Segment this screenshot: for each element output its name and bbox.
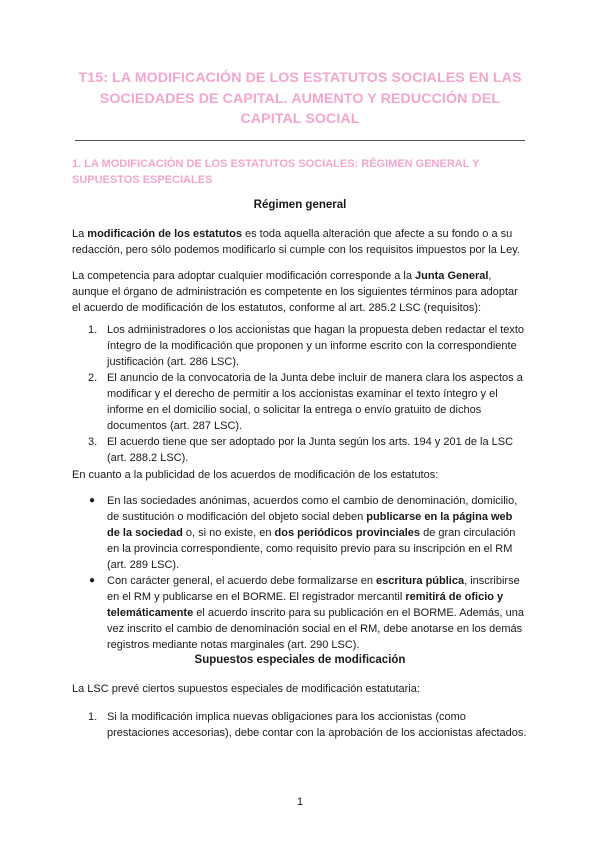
bullet-icon: ● [89, 575, 96, 586]
document-title: T15: LA MODIFICACIÓN DE LOS ESTATUTOS SOCIALES EN LAS SOCIEDADES DE CAPITAL. AUMENTO Y REDUCCIÓN DEL CAPITAL SOCIAL [78, 70, 522, 127]
list-item: 1. Los administradores o los accionistas que hagan la propuesta deben redactar el texto íntegro de la modificación que proponen y un informe escrito con la correspondiente justificación (art. 286 LSC). [88, 324, 525, 368]
bullet-icon: ● [89, 495, 96, 506]
subheading-regimen-general: Régimen general [253, 199, 347, 211]
paragraph-publicidad: En cuanto a la publicidad de los acuerdos de modificación de los estatutos: [72, 469, 439, 481]
paragraph-supuestos: La LSC prevé ciertos supuestos especiales de modificación estatutaria: [72, 683, 420, 695]
list-item: 1. Si la modificación implica nuevas obligaciones para los accionistas (como prestaciones accesorias), debe contar con la aprobación de los accionistas afectados. [88, 711, 527, 739]
list-item: 2. El anuncio de la convocatoria de la Junta debe incluir de manera clara los aspectos a modificar y el derecho de permitir a los accionistas examinar el texto íntegro y el informe en el domicilio social, o solicitar la entrega o envío gratuito de dichos documentos (art. 287 LSC). [88, 372, 523, 432]
list-item: 3. El acuerdo tiene que ser adoptado por la Junta según los arts. 194 y 201 de la LSC (art. 288.2 LSC). [88, 436, 514, 464]
paragraph-definition: La modificación de los estatutos es toda aquella alteración que afecte a su fondo o a su redacción, pero sólo podemos modificarlo si cumple con los requisitos impuestos por la Ley. [72, 228, 520, 256]
page-number: 1 [296, 796, 304, 808]
special-cases-list [72, 709, 528, 741]
publicity-bullet-list [72, 493, 528, 653]
horizontal-rule [75, 140, 525, 141]
subheading-supuestos-especiales: Supuestos especiales de modificación [194, 654, 406, 666]
section-heading: 1. LA MODIFICACIÓN DE LOS ESTATUTOS SOCIALES: RÉGIMEN GENERAL Y SUPUESTOS ESPECIALES [72, 158, 480, 186]
paragraph-competencia: La competencia para adoptar cualquier modificación corresponde a la Junta General, aunque el órgano de administración es competente en los siguientes términos para adoptar el acuerdo de modificación de los estatutos, conforme al art. 285.2 LSC (requisitos): [72, 270, 518, 314]
list-item: ● En las sociedades anónimas, acuerdos como el cambio de denominación, domicilio, de sustitución o modificación del objeto social deben publicarse en la página web de la sociedad o, si no existe, en dos periódicos provinciales de gran circulación en la provincia correspondiente, como requisito previo para su inscripción en el RM (art. 289 LSC). [89, 495, 518, 571]
list-item: ● Con carácter general, el acuerdo debe formalizarse en escritura pública, inscribirse en el RM y publicarse en el BORME. El registrador mercantil remitirá de oficio y telemáticamente el acuerdo inscrito para su publicación en el BORME. Además, una vez inscrito el cambio de denominación social en el RM, debe anotarse en los demás registros mediante notas marginales (art. 290 LSC). [89, 575, 525, 651]
requirements-list [72, 322, 528, 466]
